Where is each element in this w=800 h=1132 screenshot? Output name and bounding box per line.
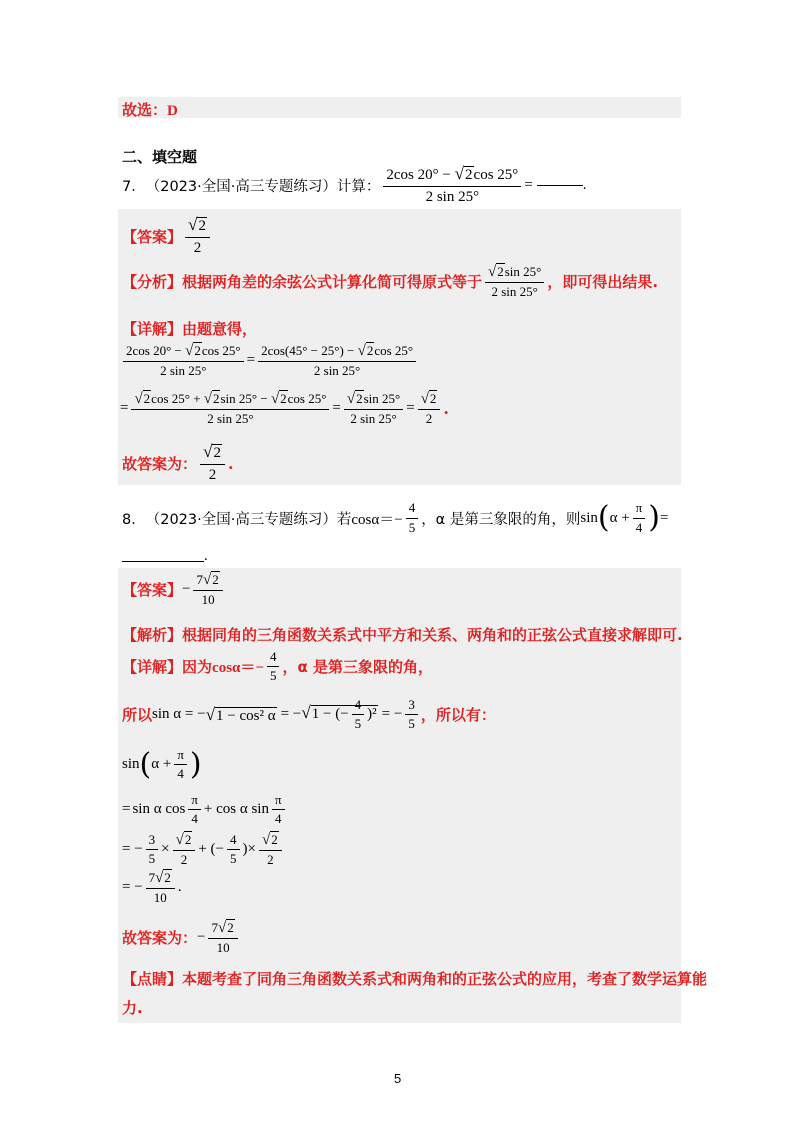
page-number: 5 bbox=[394, 1071, 402, 1086]
q7-detail-header: 【详解】 由题意得， bbox=[122, 320, 258, 338]
q8-detail: 【详解】 因为 cosα＝− $\frac{4}{5}$ ，α 是第三象限的角， bbox=[122, 649, 433, 684]
q8-analysis: 【解析】 根据同角的三角函数关系式中平方和关系、两角和的正弦公式直接求解即可. bbox=[122, 626, 683, 644]
q7-derivation-line1: $\frac{2\cos 20^\circ - √2\cos 25^\circ}{2 \sin 25^\circ}$ = $\frac{2\cos(45^\circ - 25^\circ) - √2\cos 25^\circ}{2 \sin 25^\circ}$ bbox=[120, 343, 419, 379]
prev-answer: 故选：D bbox=[122, 101, 178, 119]
q8-work-line2: = sin α cos $\frac{\pi}{4}$ + cos α sin $\frac{\pi}{4}$ bbox=[122, 793, 288, 827]
q8-comment: 【点睛】 本题考查了同角三角函数关系式和两角和的正弦公式的应用，考查了数学运算能 力. bbox=[122, 970, 708, 1017]
q8-final: 故答案为： − $\frac{7√2}{10}$ bbox=[122, 920, 241, 956]
answer-shade bbox=[118, 97, 681, 118]
q8-blank-line: . bbox=[122, 548, 208, 565]
q8-question: 8． （2023·全国·高三专题练习）若 cosα＝− $\frac{4}{5}$ ，α 是第三象限的角，则 sin ( α + $\frac{\pi}{4}$ ) = bbox=[122, 500, 669, 535]
q8-blank bbox=[122, 551, 204, 562]
q7-question: 7． （2023·全国·高三专题练习）计算： $\frac{2\cos 20^\circ - √2\cos 25^\circ}{2 \sin 25^\circ}$ = . bbox=[122, 163, 587, 205]
q8-work-line1: sin ( α + $\frac{\pi}{4}$ ) bbox=[122, 746, 202, 782]
q7-blank bbox=[537, 185, 583, 186]
q8-so-line: 所以 sin α = − √1 − cos² α = − √1 − (− $\frac{4}{5}$ )² = − $\frac{3}{5}$ ，所以有： bbox=[122, 697, 496, 732]
section-title: 二、填空题 bbox=[122, 148, 198, 166]
q7-fraction: $\frac{2\cos 20^\circ - √2\cos 25^\circ}{2 \sin 25^\circ}$ bbox=[383, 165, 521, 205]
q8-work-line4: = − $\frac{7√2}{10}$ . bbox=[122, 870, 182, 906]
q7-final: 故答案为： $\frac{√2}{2}$ . bbox=[122, 442, 234, 483]
q7-derivation-line2: = $\frac{√2\cos 25^\circ + √2\sin 25^\circ - √2\cos 25^\circ}{2 \sin 25^\circ}$ = $\frac{√2\sin 25^\circ}{2 \sin 25^\circ}$ = $\frac{√2}{2}$ . bbox=[120, 391, 449, 427]
q7-answer: 【答案】 $\frac{√2}{2}$ bbox=[122, 216, 213, 256]
q8-work-line3: = − $\frac{3}{5}$ × $\frac{√2}{2}$ + (− $\frac{4}{5}$ )× $\frac{√2}{2}$ bbox=[122, 832, 285, 868]
q7-analysis: 【分析】 根据两角差的余弦公式计算化简可得原式等于 $\frac{√2\sin 25^\circ}{2 \sin 25^\circ}$ ，即可得出结果. bbox=[122, 264, 659, 300]
q8-answer: 【答案】 − $\frac{7√2}{10}$ bbox=[122, 572, 226, 608]
